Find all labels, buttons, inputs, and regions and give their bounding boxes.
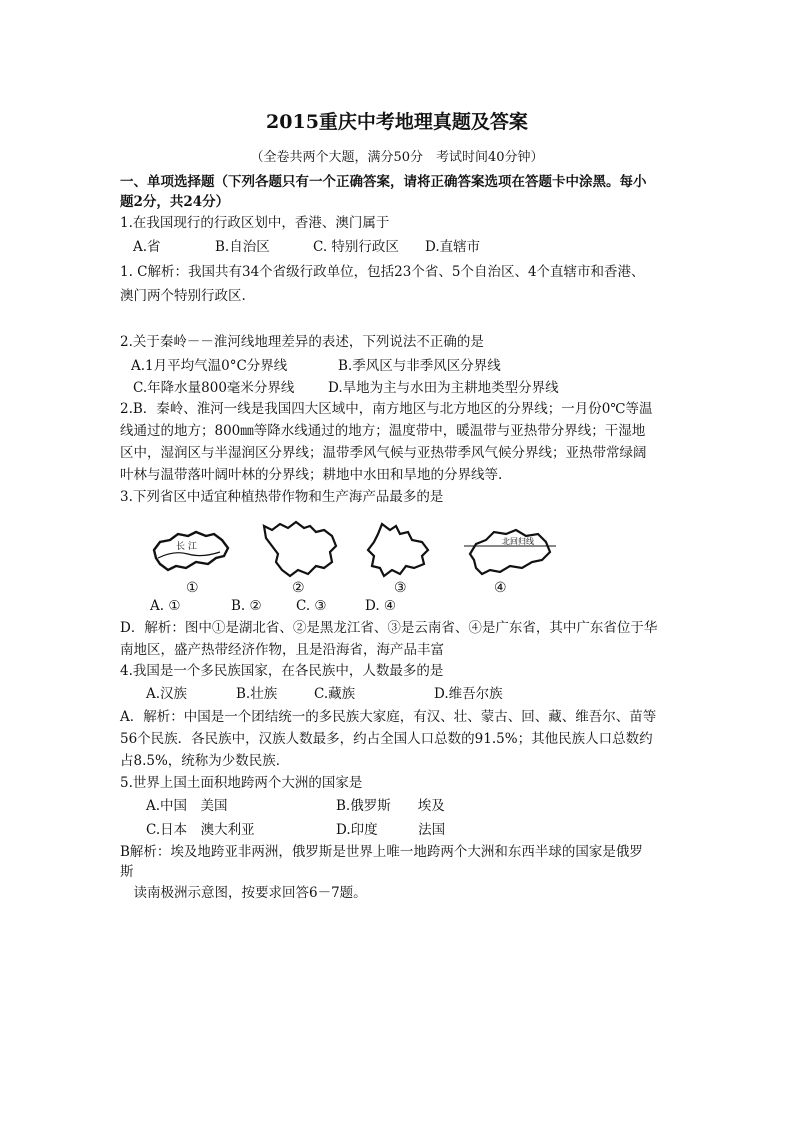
q4-stem: 4.我国是一个多民族国家，在各民族中，人数最多的是 [120, 663, 444, 679]
q1-option-c: C. 特别行政区 [313, 239, 399, 255]
q5-option-c: C.日本 澳大利亚 [146, 822, 255, 838]
q1-answer-line2: 澳门两个特别行政区. [120, 288, 246, 304]
q3-option-a: A. ① [150, 598, 181, 614]
q2-option-b: B.季风区与非季风区分界线 [338, 358, 501, 374]
q2-option-c: C.年降水量800毫米分界线 [133, 380, 295, 396]
q3-answer-line2: 南地区，盛产热带经济作物，且是沿海省，海产品丰富 [120, 642, 444, 658]
q5-option-b: B.俄罗斯 埃及 [336, 798, 445, 814]
q2-option-d: D.旱地为主与水田为主耕地类型分界线 [328, 380, 559, 396]
map-label-4: ④ [494, 580, 507, 596]
q1-option-a: A.省 [133, 239, 161, 255]
q6-intro: 读南极洲示意图，按要求回答6－7题。 [120, 885, 367, 901]
map-label-3: ③ [394, 580, 407, 596]
q2-answer-line4: 叶林与温带落叶阔叶林的分界线；耕地中水田和旱地的分界线等. [120, 467, 503, 483]
q3-stem: 3.下列省区中适宜种植热带作物和生产海产品最多的是 [120, 489, 444, 505]
q5-answer-line2: 斯 [120, 864, 134, 880]
map-guangdong [462, 526, 558, 578]
section-heading-line1: 一、单项选择题（下列各题只有一个正确答案，请将正确答案选项在答题卡中涂黑。每小 [120, 174, 647, 190]
q1-option-b: B.自治区 [215, 239, 270, 255]
q2-answer-line2: 线通过的地方；800㎜等降水线通过的地方；温度带中，暖温带与亚热带分界线；干湿地 [120, 423, 646, 439]
map-label-2: ② [292, 580, 305, 596]
q2-answer-line1: 2.B．秦岭、淮河一线是我国四大区域中，南方地区与北方地区的分界线；一月份0℃等温 [120, 401, 653, 417]
exam-info: （全卷共两个大题，满分50分 考试时间40分钟） [250, 150, 544, 165]
q5-option-d: D.印度 法国 [336, 822, 446, 838]
map-yunnan [362, 520, 434, 580]
section-heading-line2: 题2分，共24分） [120, 194, 230, 210]
map1-river-label: 长 江 [176, 542, 197, 552]
q3-option-b: B. ② [231, 598, 262, 614]
q5-option-a: A.中国 美国 [146, 798, 228, 814]
q2-answer-line3: 区中，湿润区与半湿润区分界线；温带季风气候与亚热带季风气候分界线；亚热带常绿阔 [120, 445, 647, 461]
q4-option-c: C.藏族 [314, 686, 356, 702]
q3-answer-line1: D．解析：图中①是湖北省、②是黑龙江省、③是云南省、④是广东省，其中广东省位于华 [120, 620, 658, 636]
q4-answer-line2: 56个民族．各民族中，汉族人数最多，约占全国人口总数的91.5%；其他民族人口总数约 [120, 731, 653, 747]
q2-stem: 2.关于秦岭－－淮河线地理差异的表述，下列说法不正确的是 [120, 334, 484, 350]
q3-option-d: D. ④ [365, 598, 397, 614]
map-heilongjiang [258, 520, 342, 580]
map4-tropic-label: 北回归线 [502, 537, 534, 546]
q1-answer-line1: 1. C解析：我国共有34个省级行政单位，包括23个省、5个自治区、4个直辖市和香港、 [120, 264, 645, 280]
q4-answer-line1: A．解析：中国是一个团结统一的多民族大家庭，有汉、壮、蒙古、回、藏、维吾尔、苗等 [120, 709, 657, 725]
q4-option-b: B.壮族 [236, 686, 278, 702]
map-hubei [150, 528, 234, 574]
map-label-1: ① [186, 580, 199, 596]
q5-answer-line1: B解析：埃及地跨亚非两洲，俄罗斯是世界上唯一地跨两个大洲和东西半球的国家是俄罗 [120, 844, 643, 860]
q5-stem: 5.世界上国土面积地跨两个大洲的国家是 [120, 775, 363, 791]
q4-option-a: A.汉族 [146, 686, 188, 702]
page-title: 2015重庆中考地理真题及答案 [266, 111, 528, 133]
q1-option-d: D.直辖市 [425, 239, 481, 255]
q1-stem: 1.在我国现行的行政区划中，香港、澳门属于 [120, 215, 390, 231]
q4-option-d: D.维吾尔族 [434, 686, 503, 702]
q4-answer-line3: 占8.5%，统称为少数民族． [120, 753, 290, 769]
q3-option-c: C. ③ [296, 598, 327, 614]
q2-option-a: A.1月平均气温0°C分界线 [131, 358, 288, 374]
